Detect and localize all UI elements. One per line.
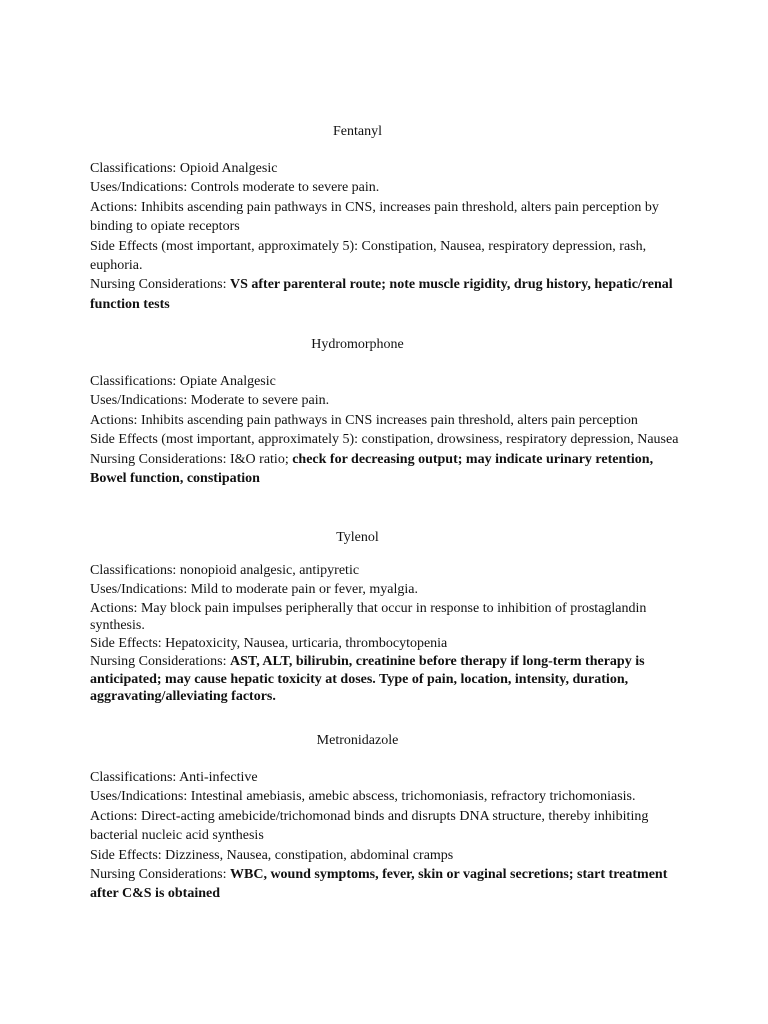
field-value: Opiate Analgesic — [179, 374, 276, 389]
field-label: Uses/Indications: — [90, 789, 188, 805]
drug-title: Fentanyl — [333, 124, 382, 139]
field-label: Actions: — [90, 199, 138, 215]
drug-section-fentanyl — [90, 122, 685, 314]
field-value: Inhibits ascending pain pathways in CNS increases pain threshold, alters pain perception — [140, 412, 638, 428]
field-label: Side Effects (most important, approximately 5): — [90, 238, 359, 254]
side-effects-line — [90, 237, 685, 276]
field-label: Side Effects: — [90, 847, 162, 863]
drug-fields — [90, 768, 685, 904]
field-value: Opioid Analgesic — [179, 161, 278, 176]
field-value: Constipation, Nausea, respiratory depression, rash, euphoria. — [90, 238, 647, 274]
classifications-line — [90, 159, 685, 178]
field-value: Direct-acting amebicide/trichomonad binds and disrupts DNA structure, thereby inhibiting bacterial nucleic acid synthesis — [90, 808, 649, 844]
drug-fields — [90, 159, 685, 314]
field-value: Controls moderate to severe pain. — [190, 180, 380, 196]
side-effects-line — [90, 634, 685, 653]
actions-line — [90, 600, 685, 634]
drug-title: Metronidazole — [316, 733, 399, 748]
classifications-line — [90, 372, 685, 391]
field-label: Classifications: — [90, 770, 177, 785]
field-label: Actions: — [90, 412, 138, 428]
field-label: Actions: — [90, 808, 138, 824]
nursing-line — [90, 653, 685, 706]
drug-title: Hydromorphone — [311, 337, 404, 352]
drug-section-metronidazole — [90, 731, 685, 904]
field-value: Dizziness, Nausea, constipation, abdominal cramps — [165, 847, 454, 863]
field-value: Anti-infective — [179, 770, 258, 785]
drug-title: Tylenol — [336, 530, 379, 545]
field-value-bold: check for decreasing output; may indicate urinary retention, Bowel function, constipation — [90, 451, 654, 487]
field-label: Nursing Considerations: — [90, 451, 227, 467]
field-label: Classifications: — [90, 161, 177, 176]
nursing-line — [90, 275, 685, 314]
field-value: Hepatoxicity, Nausea, urticaria, thrombocytopenia — [165, 635, 448, 651]
field-value: May block pain impulses peripherally that occur in response to inhibition of prostaglandin synthesis. — [90, 600, 647, 633]
uses-line — [90, 178, 685, 197]
field-label: Side Effects: — [90, 635, 162, 651]
nursing-line — [90, 865, 685, 904]
drug-fields — [90, 561, 685, 706]
actions-line — [90, 807, 685, 846]
uses-line — [90, 580, 685, 599]
field-value: nonopioid analgesic, antipyretic — [179, 563, 360, 578]
field-label: Nursing Considerations: — [90, 867, 227, 883]
field-value: I&O ratio; — [230, 451, 289, 467]
uses-line — [90, 787, 685, 806]
field-value-bold: AST, ALT, bilirubin, creatinine before therapy if long-term therapy is anticipated; may cause hepatic toxicity at doses. Type of pain, location, intensity, duration, aggravating/alleviating factors. — [90, 654, 645, 705]
field-value: constipation, drowsiness, respiratory depression, Nausea — [361, 432, 679, 448]
field-value: Intestinal amebiasis, amebic abscess, trichomoniasis, refractory trichomoniasis. — [190, 789, 636, 805]
field-label: Nursing Considerations: — [90, 277, 227, 293]
drug-section-hydromorphone — [90, 335, 685, 488]
side-effects-line — [90, 430, 685, 449]
nursing-line — [90, 450, 685, 489]
field-value: Inhibits ascending pain pathways in CNS, increases pain threshold, alters pain perception by binding to opiate receptors — [90, 199, 659, 235]
field-label: Classifications: — [90, 374, 177, 389]
field-label: Uses/Indications: — [90, 393, 188, 409]
field-value: Moderate to severe pain. — [190, 393, 330, 409]
field-label: Uses/Indications: — [90, 582, 188, 598]
field-label: Side Effects (most important, approximately 5): — [90, 432, 359, 448]
field-label: Classifications: — [90, 563, 177, 578]
drug-section-tylenol — [90, 528, 685, 706]
side-effects-line — [90, 846, 685, 865]
uses-line — [90, 391, 685, 410]
field-value-bold: VS after parenteral route; note muscle rigidity, drug history, hepatic/renal function tests — [90, 277, 673, 312]
field-label: Nursing Considerations: — [90, 654, 227, 670]
classifications-line — [90, 561, 685, 580]
field-value: Mild to moderate pain or fever, myalgia. — [190, 582, 418, 598]
drug-fields — [90, 372, 685, 488]
field-label: Uses/Indications: — [90, 180, 188, 196]
actions-line — [90, 411, 685, 430]
field-label: Actions: — [90, 600, 138, 616]
classifications-line — [90, 768, 685, 787]
field-value-bold: WBC, wound symptoms, fever, skin or vaginal secretions; start treatment after C&S is obtained — [90, 867, 668, 902]
actions-line — [90, 198, 685, 237]
